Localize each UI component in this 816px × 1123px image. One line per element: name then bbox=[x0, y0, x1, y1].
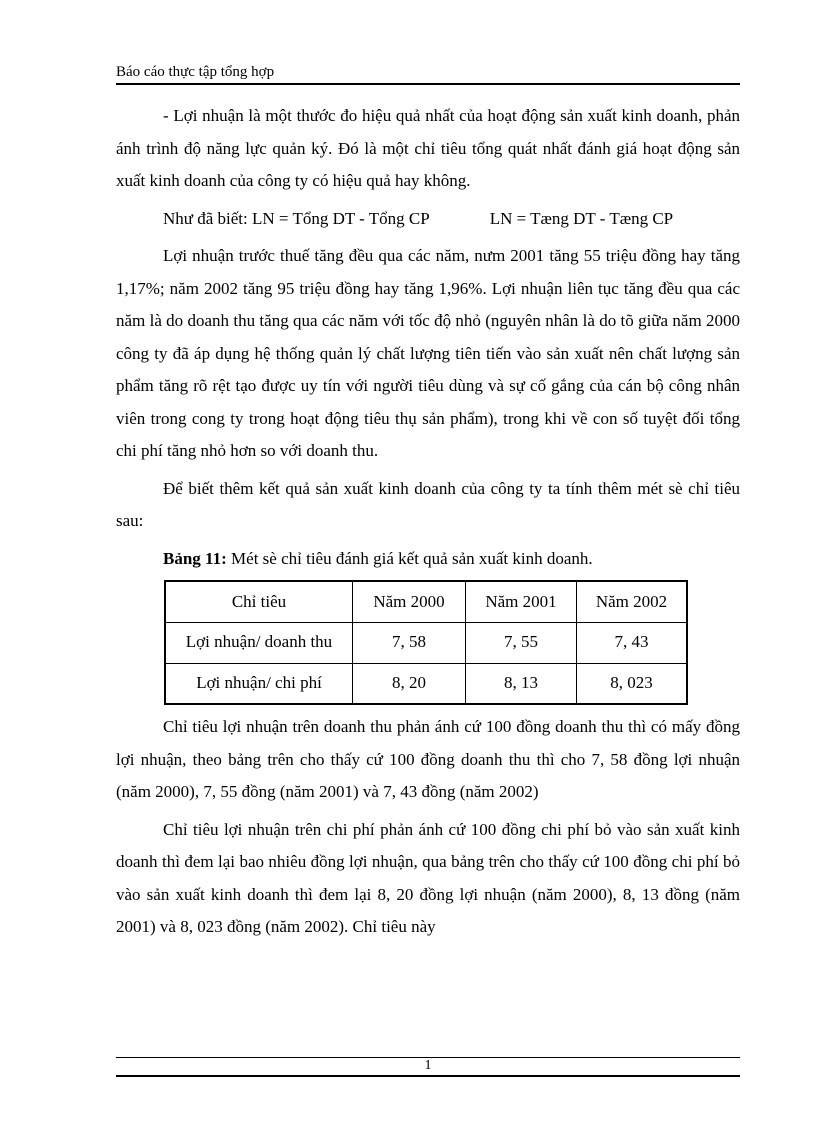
paragraph-intro-indicators: Để biết thêm kết quả sản xuất kinh doanh của công ty ta tính thêm mét sè chỉ tiêu sau: bbox=[116, 478, 740, 530]
table-header-row bbox=[165, 581, 687, 622]
header-divider bbox=[116, 83, 740, 85]
table-cell: 8, 20 bbox=[353, 663, 466, 704]
table-caption-text: Mét sè chỉ tiêu đánh giá kết quả sản xuất kinh doanh. bbox=[226, 548, 593, 568]
table-cell: 7, 58 bbox=[353, 622, 466, 663]
paragraph-formula bbox=[116, 203, 740, 236]
table-cell: 8, 13 bbox=[466, 663, 577, 704]
table-cell: 7, 55 bbox=[466, 622, 577, 663]
table-header-cell: Năm 2001 bbox=[466, 581, 577, 622]
table-cell: Lợi nhuận/ doanh thu bbox=[165, 622, 353, 663]
formula-text-a: Như đã biết: LN = Tổng DT - Tổng CP bbox=[163, 208, 430, 228]
table-row bbox=[165, 622, 687, 663]
results-table bbox=[164, 580, 688, 705]
table-header-cell: Năm 2000 bbox=[353, 581, 466, 622]
table-caption-label: Bảng 11: bbox=[163, 548, 227, 568]
paragraph-profit-revenue: Chỉ tiêu lợi nhuận trên doanh thu phản ánh cứ 100 đồng doanh thu thì có mấy đồng lợi nhuận, theo bảng trên cho thấy cứ 100 đồng doanh thu thì cho 7, 58 đồng lợi nhuận (năm 2000), 7, 55 đồng (năm 2001) và 7, 43 đồng (năm 2002) bbox=[116, 717, 740, 801]
formula-text-b: LN = Tæng DT - Tæng CP bbox=[489, 208, 674, 228]
table-caption bbox=[116, 543, 740, 576]
header-title: Báo cáo thực tập tổng hợp bbox=[116, 64, 275, 80]
table-cell: 7, 43 bbox=[577, 622, 688, 663]
paragraph-profit-definition: - Lợi nhuận là một thước đo hiệu quả nhất của hoạt động sản xuất kinh doanh, phản ánh trình độ năng lực quản ký. Đó là một chỉ tiêu tổng quát nhất đánh giá hoạt động sản xuất kinh doanh của công ty có hiệu quả hay không. bbox=[116, 106, 740, 190]
table-cell: 8, 023 bbox=[577, 663, 688, 704]
page-header bbox=[116, 62, 740, 82]
table-header-cell: Chỉ tiêu bbox=[165, 581, 353, 622]
document-body bbox=[116, 100, 740, 949]
table-row bbox=[165, 663, 687, 704]
paragraph-profit-cost: Chỉ tiêu lợi nhuận trên chi phí phản ánh cứ 100 đồng chi phí bỏ vào sản xuất kinh doanh thì đem lại bao nhiêu đồng lợi nhuận, qua bảng trên cho thấy cứ 100 đồng chi phí bỏ vào sản xuất kinh doanh thì đem lại 8, 20 đồng lợi nhuận (năm 2000), 8, 13 đồng (năm 2001) và 8, 023 đồng (năm 2002). Chỉ tiêu này bbox=[116, 819, 740, 936]
table-header-cell: Năm 2002 bbox=[577, 581, 688, 622]
table-cell: Lợi nhuận/ chi phí bbox=[165, 663, 353, 704]
paragraph-profit-trend: Lợi nhuận trước thuế tăng đều qua các năm, nưm 2001 tăng 55 triệu đồng hay tăng 1,17%; năm 2002 tăng 95 triệu đồng hay tăng 1,96%. Lợi nhuận liên tục tăng đều qua các năm là do doanh thu tăng qua các năm với tốc độ nhỏ (nguyên nhân là do tõ giữa năm 2000 công ty đã áp dụng hệ thống quản lý chất lượng tiên tiến vào sản xuất nên chất lượng sản phẩm tăng rõ rệt tạo được uy tín với người tiêu dùng và sự cố gắng của cán bộ công nhân viên trong cong ty trong hoạt động tiêu thụ sản phẩm), trong khi về con số tuyệt đối tổng chi phí tăng nhỏ hơn so với doanh thu. bbox=[116, 246, 740, 460]
page-number: 1 bbox=[424, 1058, 432, 1073]
footer-divider-bottom bbox=[116, 1075, 740, 1077]
